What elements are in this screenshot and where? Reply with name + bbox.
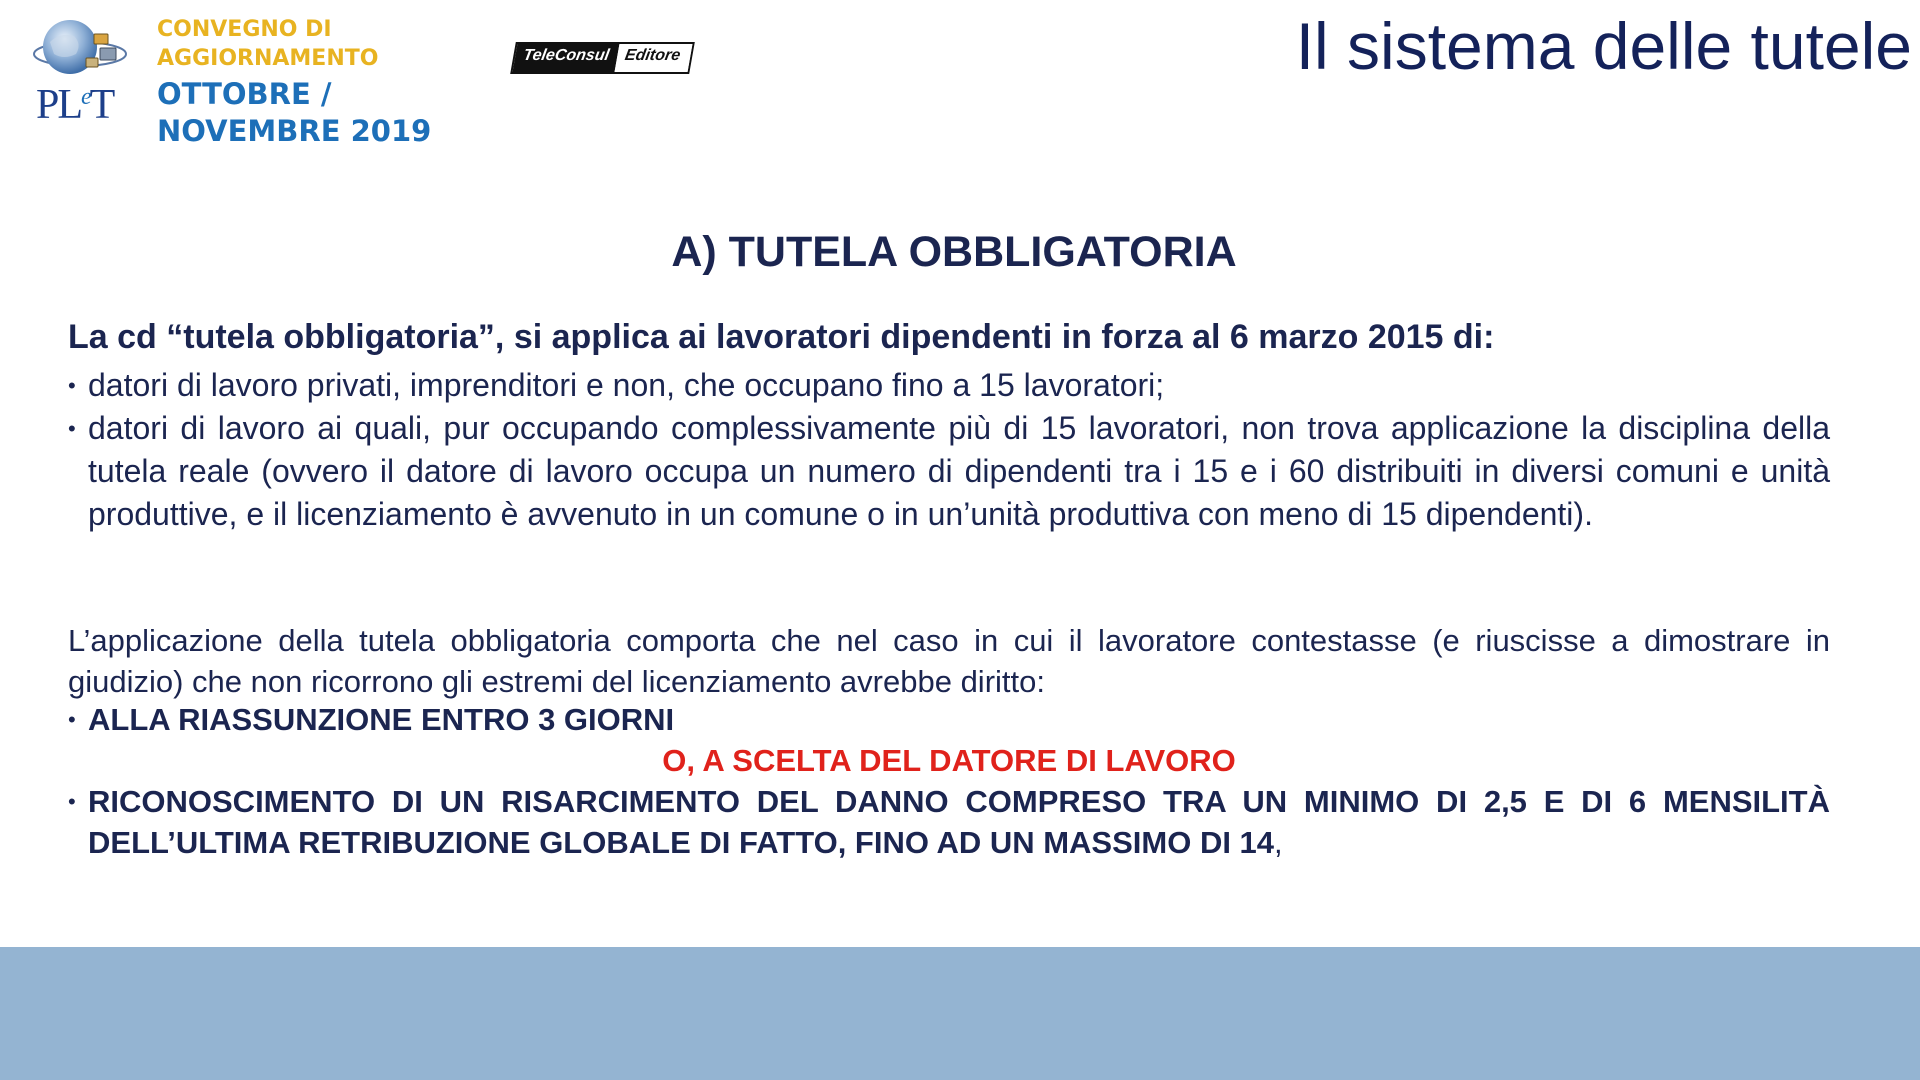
compensation-text: RICONOSCIMENTO DI UN RISARCIMENTO DEL DANNO COMPRESO TRA UN MINIMO DI 2,5 E DI 6 MENSILITÀ DELL’ULTIMA RETRIBUZIONE GLOBALE DI FATTO, FINO AD UN MASSIMO DI 14 xyxy=(88,784,1830,860)
consequences-paragraph: L’applicazione della tutela obbligatoria comporta che nel caso in cui il lavoratore contestasse (e riuscisse a dimostrare in giudizio) che non ricorrono gli estremi del licenziamento avrebbe diritto: xyxy=(68,623,1830,699)
footer-band xyxy=(0,947,1920,1080)
rights-list xyxy=(68,699,1830,863)
conference-label-line1: CONVEGNO DI xyxy=(157,17,332,42)
employer-list xyxy=(68,364,1830,536)
page-title: Il sistema delle tutele xyxy=(1295,9,1912,83)
intro-text: La cd “tutela obbligatoria”, si applica ai lavoratori dipendenti in forza al 6 marzo 2015 di: xyxy=(68,318,1495,356)
section-heading: A) TUTELA OBBLIGATORIA xyxy=(671,228,1237,276)
alternative-line: O, A SCELTA DEL DATORE DI LAVORO xyxy=(662,743,1236,778)
conference-label-line2: AGGIORNAMENTO xyxy=(157,46,379,71)
list-item-rehiring: • ALLA RIASSUNZIONE ENTRO 3 GIORNI xyxy=(68,699,1830,740)
list-item: • datori di lavoro ai quali, pur occupando complessivamente più di 15 lavoratori, non trova applicazione la disciplina della tutela reale (ovvero il datore di lavoro occupa un numero di dipendenti tra i 15 e i 60 distribuiti in diversi comuni e unità produttive, e il licenziamento è avvenuto in un comune o in un’unità produttiva con meno di 15 dipendenti). xyxy=(68,407,1830,536)
conference-date-line1: OTTOBRE / xyxy=(157,77,332,111)
publisher-logo xyxy=(510,42,694,74)
plet-logo xyxy=(30,14,130,128)
publisher-logo-light: Editore xyxy=(614,44,692,72)
globe-icon xyxy=(30,14,130,84)
list-item-compensation xyxy=(68,781,1830,863)
conference-date-line2: NOVEMBRE 2019 xyxy=(157,114,432,148)
publisher-logo-dark: TeleConsul xyxy=(513,44,620,72)
compensation-trailing: , xyxy=(1274,825,1283,860)
list-item: • datori di lavoro privati, imprenditori e non, che occupano fino a 15 lavoratori; xyxy=(68,364,1830,407)
logo-wordmark: $PL^eT$ xyxy=(36,82,114,128)
